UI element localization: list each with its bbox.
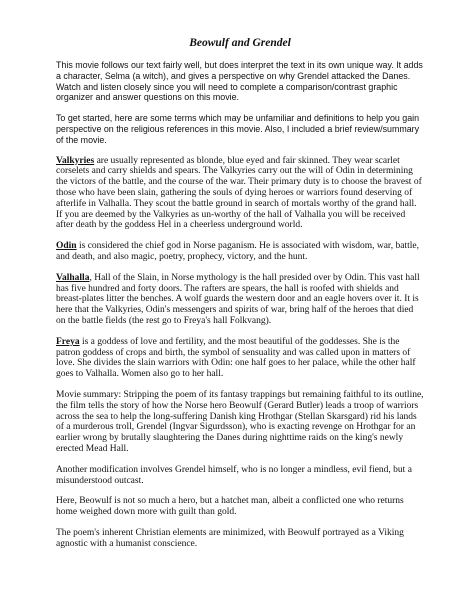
term-label: Freya [56,336,80,347]
term-definition: is a goddess of love and fertility, and the most beautiful of the goddesses. She is the patron goddess of crops and birth, the symbol of sensuality and was called upon in matters of love. She divides the slain warriors with Odin: one half goes to her palace, while the other half goes to Valhalla. Women also go to her hall. [56,336,416,380]
term-label: Valhalla [56,272,90,283]
document-page [56,36,424,559]
grendel-modification-paragraph: Another modification involves Grendel himself, who is no longer a mindless, evil fiend, but a misunderstood outcast. [56,464,412,486]
christian-elements-paragraph: The poem's inherent Christian elements are minimized, with Beowulf portrayed as a Viking agnostic with a humanist conscience. [56,527,404,549]
term-label: Odin [56,241,77,252]
term-definition: is considered the chief god in Norse paganism. He is associated with wisdom, war, battle, and death, and also magic, poetry, prophecy, victory, and the hunt. [56,241,419,262]
beowulf-hero-paragraph: Here, Beowulf is not so much a hero, but a hatchet man, albeit a conflicted one who returns home weighed down more with guilt than gold. [56,496,404,518]
term-label: Valkyries [56,155,95,166]
intro-paragraph: This movie follows our text fairly well, but does interpret the text in its own unique way. It adds a character, Selma (a witch), and gives a perspective on why Grendel attacked the Danes. Watch and listen closely since you will need to complete a comparison/contrast graphic organizer and answer questions on this movie. [56,60,423,103]
term-freya [56,337,424,380]
term-definition: are usually represented as blonde, blue eyed and fair skinned. They wear scarlet corselets and carry shields and spears. The Valkyries carry out the will of Odin in determining the victors of the battle, and the course of the war. Their primary duty is to choose the bravest of those who have been slain, gathering the souls of dying heroes or warriors found deserving of afterlife in Valhalla. They scout the battle ground in search of mortals worthy of the grand hall. If you are deemed by the Valkyries as un-worthy of the hall of Valhalla you will be received after death by the goddess Hel in a cheerless underground world. [56,155,422,231]
term-valkyries [56,156,424,232]
document-title: Beowulf and Grendel [189,37,291,49]
term-definition: , Hall of the Slain, in Norse mythology is the hall presided over by Odin. This vast hall has five hundred and forty doors. The rafters are spears, the hall is roofed with shields and breast-plates litter the benches. A wolf guards the western door and an eagle hovers over it. It is here that the Valkyries, Odin's messengers and spirits of war, bring half of the heroes that died on the battle fields (the rest go to Freya's hall Folkvang). [56,272,420,326]
movie-summary-paragraph: Movie summary: Stripping the poem of its fantasy trappings but remaining faithful to its outline, the film tells the story of how the Norse hero Beowulf (Gerard Butler) leads a troop of warriors across the sea to help the long-suffering Danish king Hrothgar (Stellan Skarsgard) rid his lands of a murderous troll, Grendel (Ingvar Sigurdsson), who is exacting revenge on Hrothgar for an earlier wrong by brutally slaughtering the Danes during nighttime raids on the king's newly erected Mead Hall. [56,389,424,454]
term-odin [56,241,424,263]
term-valhalla [56,273,424,327]
getting-started-paragraph: To get started, here are some terms which may be unfamiliar and definitions to help you gain perspective on the religious references in this movie. Also, I included a brief review/summary of the movie. [56,113,420,145]
